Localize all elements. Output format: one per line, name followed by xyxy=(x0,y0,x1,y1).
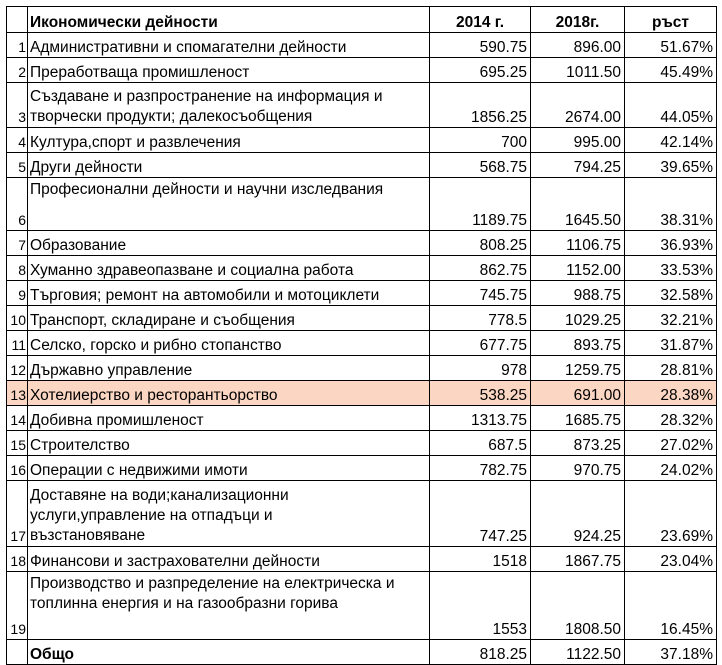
value-2018: 873.25 xyxy=(531,431,625,456)
value-2014: 747.25 xyxy=(430,481,531,547)
growth-value: 28.81% xyxy=(625,356,717,381)
table-row xyxy=(7,356,717,381)
activity-name: Професионални дейности и научни изследвания xyxy=(28,178,430,231)
activity-name: Хотелиерство и ресторантьорство xyxy=(28,381,430,406)
row-number: 5 xyxy=(7,153,28,178)
activity-name: Култура,спорт и развлечения xyxy=(28,128,430,153)
activity-name: Производство и разпределение на електрическа и топлинна енергия и на газообразни горива xyxy=(28,572,430,640)
value-2018: 1685.75 xyxy=(531,406,625,431)
value-2014: 808.25 xyxy=(430,231,531,256)
value-2018: 1029.25 xyxy=(531,306,625,331)
value-2018: 1011.50 xyxy=(531,58,625,83)
value-2014: 1856.25 xyxy=(430,83,531,128)
value-2014: 1518 xyxy=(430,547,531,572)
activity-name: Образование xyxy=(28,231,430,256)
activity-name: Транспорт, складиране и съобщения xyxy=(28,306,430,331)
total-growth: 37.18% xyxy=(625,640,717,665)
growth-value: 32.58% xyxy=(625,281,717,306)
value-2014: 590.75 xyxy=(430,33,531,58)
table-row xyxy=(7,431,717,456)
row-number: 16 xyxy=(7,456,28,481)
growth-value: 45.49% xyxy=(625,58,717,83)
value-2018: 995.00 xyxy=(531,128,625,153)
table-row-highlighted xyxy=(7,381,717,406)
value-2014: 1313.75 xyxy=(430,406,531,431)
growth-value: 24.02% xyxy=(625,456,717,481)
value-2014: 677.75 xyxy=(430,331,531,356)
row-number: 17 xyxy=(7,481,28,547)
row-number: 13 xyxy=(7,381,28,406)
value-2014: 538.25 xyxy=(430,381,531,406)
value-2014: 700 xyxy=(430,128,531,153)
row-number: 18 xyxy=(7,547,28,572)
header-2018: 2018г. xyxy=(531,7,625,33)
total-label: Общо xyxy=(28,640,430,665)
table-row xyxy=(7,231,717,256)
growth-value: 44.05% xyxy=(625,83,717,128)
value-2014: 778.5 xyxy=(430,306,531,331)
value-2018: 2674.00 xyxy=(531,83,625,128)
total-number-cell xyxy=(7,640,28,665)
activity-name: Преработваща промишленост xyxy=(28,58,430,83)
growth-value: 36.93% xyxy=(625,231,717,256)
growth-value: 51.67% xyxy=(625,33,717,58)
row-number: 10 xyxy=(7,306,28,331)
value-2018: 1152.00 xyxy=(531,256,625,281)
row-number: 7 xyxy=(7,231,28,256)
value-2018: 924.25 xyxy=(531,481,625,547)
growth-value: 23.04% xyxy=(625,547,717,572)
table-row xyxy=(7,153,717,178)
growth-value: 16.45% xyxy=(625,572,717,640)
row-number: 11 xyxy=(7,331,28,356)
row-number: 3 xyxy=(7,83,28,128)
table-row xyxy=(7,547,717,572)
growth-value: 28.32% xyxy=(625,406,717,431)
activity-name: Държавно управление xyxy=(28,356,430,381)
value-2018: 1259.75 xyxy=(531,356,625,381)
row-number: 8 xyxy=(7,256,28,281)
row-number: 6 xyxy=(7,178,28,231)
table-row xyxy=(7,256,717,281)
growth-value: 33.53% xyxy=(625,256,717,281)
header-growth: ръст xyxy=(625,7,717,33)
table-row xyxy=(7,456,717,481)
growth-value: 39.65% xyxy=(625,153,717,178)
value-2014: 782.75 xyxy=(430,456,531,481)
row-number: 9 xyxy=(7,281,28,306)
table-row xyxy=(7,306,717,331)
table-row xyxy=(7,331,717,356)
value-2018: 1645.50 xyxy=(531,178,625,231)
row-number: 2 xyxy=(7,58,28,83)
table-row xyxy=(7,33,717,58)
growth-value: 31.87% xyxy=(625,331,717,356)
row-number: 19 xyxy=(7,572,28,640)
total-row xyxy=(7,640,717,665)
row-number: 1 xyxy=(7,33,28,58)
growth-value: 32.21% xyxy=(625,306,717,331)
value-2018: 1867.75 xyxy=(531,547,625,572)
value-2018: 794.25 xyxy=(531,153,625,178)
activity-name: Операции с недвижими имоти xyxy=(28,456,430,481)
row-number: 14 xyxy=(7,406,28,431)
total-value-2014: 818.25 xyxy=(430,640,531,665)
activity-name: Други дейности xyxy=(28,153,430,178)
value-2014: 862.75 xyxy=(430,256,531,281)
growth-value: 23.69% xyxy=(625,481,717,547)
value-2014: 568.75 xyxy=(430,153,531,178)
value-2014: 1553 xyxy=(430,572,531,640)
activity-name: Добивна промишленост xyxy=(28,406,430,431)
value-2014: 695.25 xyxy=(430,58,531,83)
value-2018: 691.00 xyxy=(531,381,625,406)
row-number: 4 xyxy=(7,128,28,153)
header-2014: 2014 г. xyxy=(430,7,531,33)
activity-name: Селско, горско и рибно стопанство xyxy=(28,331,430,356)
activity-name: Административни и спомагателни дейности xyxy=(28,33,430,58)
value-2014: 978 xyxy=(430,356,531,381)
growth-value: 27.02% xyxy=(625,431,717,456)
row-number: 12 xyxy=(7,356,28,381)
value-2014: 745.75 xyxy=(430,281,531,306)
total-value-2018: 1122.50 xyxy=(531,640,625,665)
value-2014: 687.5 xyxy=(430,431,531,456)
value-2018: 988.75 xyxy=(531,281,625,306)
growth-value: 28.38% xyxy=(625,381,717,406)
value-2018: 1106.75 xyxy=(531,231,625,256)
activity-name: Строителство xyxy=(28,431,430,456)
table-row xyxy=(7,406,717,431)
economic-activities-table xyxy=(6,6,717,665)
value-2018: 896.00 xyxy=(531,33,625,58)
table-row xyxy=(7,281,717,306)
value-2018: 1808.50 xyxy=(531,572,625,640)
table-row xyxy=(7,128,717,153)
row-number: 15 xyxy=(7,431,28,456)
header-activities: Икономически дейности xyxy=(28,7,430,33)
value-2018: 970.75 xyxy=(531,456,625,481)
growth-value: 42.14% xyxy=(625,128,717,153)
activity-name: Хуманно здравеопазване и социална работа xyxy=(28,256,430,281)
header-number-cell xyxy=(7,7,28,33)
table-row xyxy=(7,58,717,83)
table-row xyxy=(7,572,717,640)
table-row xyxy=(7,481,717,547)
activity-name: Създаване и разпространение на информация и творчески продукти; далекосъобщения xyxy=(28,83,430,128)
activity-name: Търговия; ремонт на автомобили и мотоциклети xyxy=(28,281,430,306)
activity-name: Финансови и застрахователни дейности xyxy=(28,547,430,572)
activity-name: Доставяне на води;канализационни услуги,управление на отпадъци и възстановяване xyxy=(28,481,430,547)
growth-value: 38.31% xyxy=(625,178,717,231)
table-row xyxy=(7,83,717,128)
header-row xyxy=(7,7,717,33)
table-row xyxy=(7,178,717,231)
value-2018: 893.75 xyxy=(531,331,625,356)
value-2014: 1189.75 xyxy=(430,178,531,231)
